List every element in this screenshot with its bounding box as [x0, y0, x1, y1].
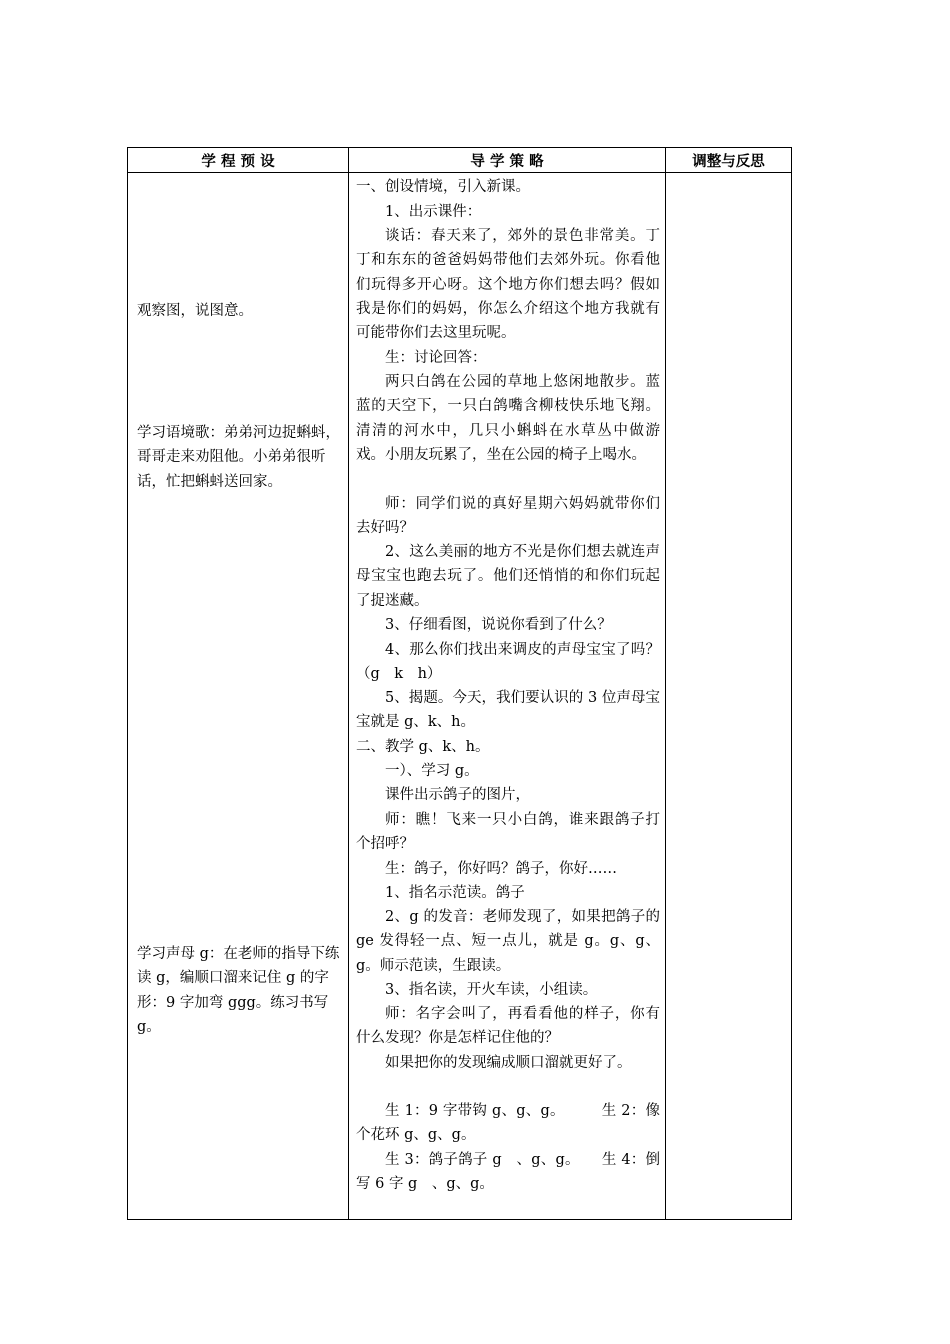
header-row — [128, 148, 792, 173]
strategy-step: 1、出示课件： — [385, 204, 482, 220]
preset-cell — [128, 173, 349, 1220]
strategy-paragraph: 师：同学们说的真好星期六妈妈就带你们去好吗？ — [356, 496, 660, 537]
lesson-plan-table — [127, 147, 792, 1220]
content-row — [128, 173, 792, 1220]
strategy-paragraph: 生 3：鸽子鸽子 g 、g、g。 生 4：倒写 6 字 g 、g、g。 — [356, 1152, 660, 1193]
strategy-paragraph: 生：鸽子，你好吗？鸽子，你好…… — [385, 861, 617, 877]
header-reflection: 调整与反思 — [666, 148, 792, 173]
strategy-step: 4、那么你们找出来调皮的声母宝宝了吗？（g k h） — [356, 642, 660, 683]
strategy-step: 3、指名读，开火车读，小组读。 — [385, 982, 598, 998]
strategy-paragraph: 生 1：9 字带钩 g、g、g。 生 2：像个花环 g、g、g。 — [356, 1103, 660, 1144]
preset-initial-g: 学习声母 g：在老师的指导下练读 g，编顺口溜来记住 g 的字形：9 字加弯 ggg。练习书写 g。 — [137, 946, 340, 1035]
strategy-paragraph: 师：瞧！飞来一只小白鸽，谁来跟鸽子打个招呼？ — [356, 812, 660, 853]
strategy-paragraph: 生：讨论回答： — [385, 350, 487, 366]
strategy-step: 一）、学习 g。 — [385, 763, 479, 779]
strategy-step: 2、g 的发音：老师发现了，如果把鸽子的 ge 发得轻一点、短一点儿，就是 g。g、g、g。师示范读，生跟读。 — [356, 909, 660, 974]
reflection-cell — [666, 173, 792, 1220]
strategy-section-1: 一、创设情境，引入新课。 — [356, 179, 530, 195]
header-strategy: 导 学 策 略 — [349, 148, 666, 173]
strategy-step: 5、揭题。今天，我们要认识的 3 位声母宝宝就是 g、k、h。 — [356, 690, 660, 731]
strategy-section-2: 二、教学 g、k、h。 — [356, 739, 490, 755]
strategy-cell — [349, 173, 666, 1220]
preset-observe: 观察图，说图意。 — [137, 303, 253, 319]
strategy-paragraph: 课件出示鸽子的图片， — [385, 787, 530, 803]
header-preset: 学 程 预 设 — [128, 148, 349, 173]
strategy-paragraph: 师：名字会叫了，再看看他的样子，你有什么发现？你是怎样记住他的？ — [356, 1006, 660, 1047]
strategy-step: 2、这么美丽的地方不光是你们想去就连声母宝宝也跑去玩了。他们还悄悄的和你们玩起了捉迷藏。 — [356, 544, 660, 609]
preset-context-song: 学习语境歌：弟弟河边捉蝌蚪，哥哥走来劝阻他。小弟弟很听话，忙把蝌蚪送回家。 — [137, 425, 340, 490]
strategy-paragraph: 谈话：春天来了，郊外的景色非常美。丁丁和东东的爸爸妈妈带他们去郊外玩。你看他们玩得多开心呀。这个地方你们想去吗？假如我是你们的妈妈，你怎么介绍这个地方我就有可能带你们去这里玩呢。 — [356, 228, 660, 342]
strategy-paragraph: 两只白鸽在公园的草地上悠闲地散步。蓝蓝的天空下，一只白鸽嘴含柳枝快乐地飞翔。清清的河水中，几只小蝌蚪在水草丛中做游戏。小朋友玩累了，坐在公园的椅子上喝水。 — [356, 374, 660, 463]
strategy-step: 1、指名示范读。鸽子 — [385, 885, 525, 901]
strategy-step: 3、仔细看图，说说你看到了什么？ — [385, 617, 612, 633]
strategy-paragraph: 如果把你的发现编成顺口溜就更好了。 — [385, 1055, 632, 1071]
